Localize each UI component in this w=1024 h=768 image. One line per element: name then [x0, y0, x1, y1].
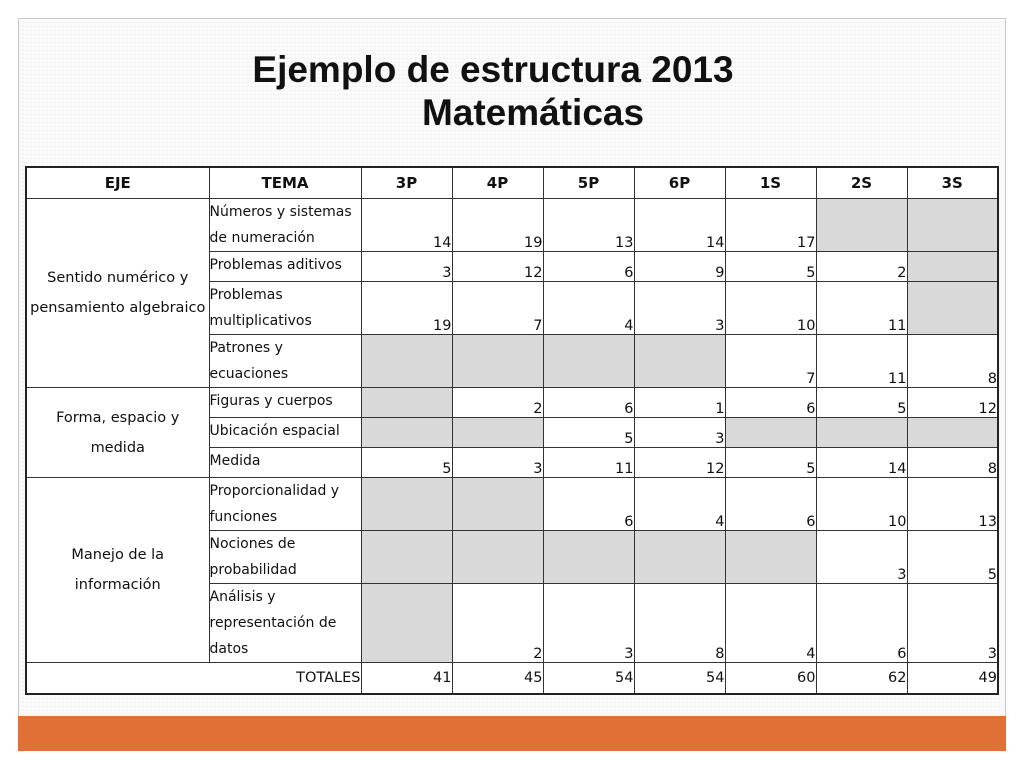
accent-bar — [18, 716, 1006, 751]
value-cell: 17 — [725, 199, 816, 252]
empty-cell — [907, 418, 998, 448]
value-cell: 5 — [725, 252, 816, 282]
value-cell: 19 — [452, 199, 543, 252]
tema-cell: Nociones de probabilidad — [209, 531, 361, 584]
value-cell: 6 — [543, 388, 634, 418]
value-cell: 8 — [634, 584, 725, 663]
value-cell: 3 — [634, 282, 725, 335]
value-cell: 4 — [725, 584, 816, 663]
value-cell: 12 — [634, 448, 725, 478]
empty-cell — [543, 335, 634, 388]
value-cell: 7 — [452, 282, 543, 335]
total-cell: 41 — [361, 663, 452, 695]
empty-cell — [361, 531, 452, 584]
table-row — [26, 478, 998, 531]
empty-cell — [907, 282, 998, 335]
value-cell: 2 — [816, 252, 907, 282]
total-cell: 54 — [634, 663, 725, 695]
empty-cell — [361, 388, 452, 418]
empty-cell — [725, 531, 816, 584]
tema-cell: Patrones y ecuaciones — [209, 335, 361, 388]
value-cell: 14 — [816, 448, 907, 478]
empty-cell — [452, 531, 543, 584]
eje-cell: Manejo de la información — [26, 478, 209, 663]
empty-cell — [634, 335, 725, 388]
empty-cell — [361, 584, 452, 663]
eje-cell: Forma, espacio y medida — [26, 388, 209, 478]
value-cell: 8 — [907, 335, 998, 388]
empty-cell — [816, 199, 907, 252]
value-cell: 6 — [725, 388, 816, 418]
value-cell: 3 — [361, 252, 452, 282]
tema-cell: Problemas multiplicativos — [209, 282, 361, 335]
total-cell: 49 — [907, 663, 998, 695]
empty-cell — [361, 335, 452, 388]
value-cell: 2 — [452, 388, 543, 418]
value-cell: 14 — [361, 199, 452, 252]
empty-cell — [361, 418, 452, 448]
value-cell: 12 — [452, 252, 543, 282]
title-line-1: Ejemplo de estructura 2013 — [252, 49, 734, 90]
value-cell: 6 — [543, 478, 634, 531]
eje-cell: Sentido numérico y pensamiento algebraico — [26, 199, 209, 388]
empty-cell — [816, 418, 907, 448]
value-cell: 3 — [907, 584, 998, 663]
value-cell: 3 — [543, 584, 634, 663]
total-cell: 54 — [543, 663, 634, 695]
table-row — [26, 388, 998, 418]
value-cell: 6 — [816, 584, 907, 663]
slide-title — [19, 49, 1007, 135]
tema-cell: Análisis y representación de datos — [209, 584, 361, 663]
value-cell: 3 — [452, 448, 543, 478]
value-cell: 6 — [543, 252, 634, 282]
totals-label: TOTALES — [26, 663, 361, 695]
value-cell: 11 — [816, 282, 907, 335]
header-3s: 3S — [907, 167, 998, 199]
value-cell: 10 — [816, 478, 907, 531]
value-cell: 1 — [634, 388, 725, 418]
header-3p: 3P — [361, 167, 452, 199]
tema-cell: Ubicación espacial — [209, 418, 361, 448]
totals-row — [26, 663, 998, 695]
tema-cell: Medida — [209, 448, 361, 478]
header-2s: 2S — [816, 167, 907, 199]
value-cell: 4 — [634, 478, 725, 531]
empty-cell — [543, 531, 634, 584]
tema-cell: Problemas aditivos — [209, 252, 361, 282]
value-cell: 14 — [634, 199, 725, 252]
empty-cell — [907, 199, 998, 252]
tema-cell: Proporcionalidad y funciones — [209, 478, 361, 531]
empty-cell — [634, 531, 725, 584]
value-cell: 9 — [634, 252, 725, 282]
value-cell: 7 — [725, 335, 816, 388]
header-row — [26, 167, 998, 199]
value-cell: 19 — [361, 282, 452, 335]
value-cell: 5 — [816, 388, 907, 418]
value-cell: 12 — [907, 388, 998, 418]
total-cell: 45 — [452, 663, 543, 695]
value-cell: 8 — [907, 448, 998, 478]
value-cell: 13 — [907, 478, 998, 531]
header-1s: 1S — [725, 167, 816, 199]
value-cell: 11 — [543, 448, 634, 478]
value-cell: 10 — [725, 282, 816, 335]
header-eje: EJE — [26, 167, 209, 199]
value-cell: 4 — [543, 282, 634, 335]
value-cell: 6 — [725, 478, 816, 531]
value-cell: 13 — [543, 199, 634, 252]
header-tema: TEMA — [209, 167, 361, 199]
value-cell: 3 — [634, 418, 725, 448]
curriculum-table — [25, 166, 999, 695]
value-cell: 5 — [361, 448, 452, 478]
title-line-2: Matemáticas — [421, 92, 645, 133]
table-row — [26, 199, 998, 252]
value-cell: 5 — [907, 531, 998, 584]
total-cell: 62 — [816, 663, 907, 695]
empty-cell — [452, 418, 543, 448]
tema-cell: Números y sistemas de numeración — [209, 199, 361, 252]
value-cell: 5 — [725, 448, 816, 478]
value-cell: 5 — [543, 418, 634, 448]
header-6p: 6P — [634, 167, 725, 199]
empty-cell — [361, 478, 452, 531]
empty-cell — [452, 478, 543, 531]
total-cell: 60 — [725, 663, 816, 695]
empty-cell — [452, 335, 543, 388]
tema-cell: Figuras y cuerpos — [209, 388, 361, 418]
value-cell: 3 — [816, 531, 907, 584]
header-4p: 4P — [452, 167, 543, 199]
header-5p: 5P — [543, 167, 634, 199]
empty-cell — [907, 252, 998, 282]
value-cell: 11 — [816, 335, 907, 388]
empty-cell — [725, 418, 816, 448]
value-cell: 2 — [452, 584, 543, 663]
